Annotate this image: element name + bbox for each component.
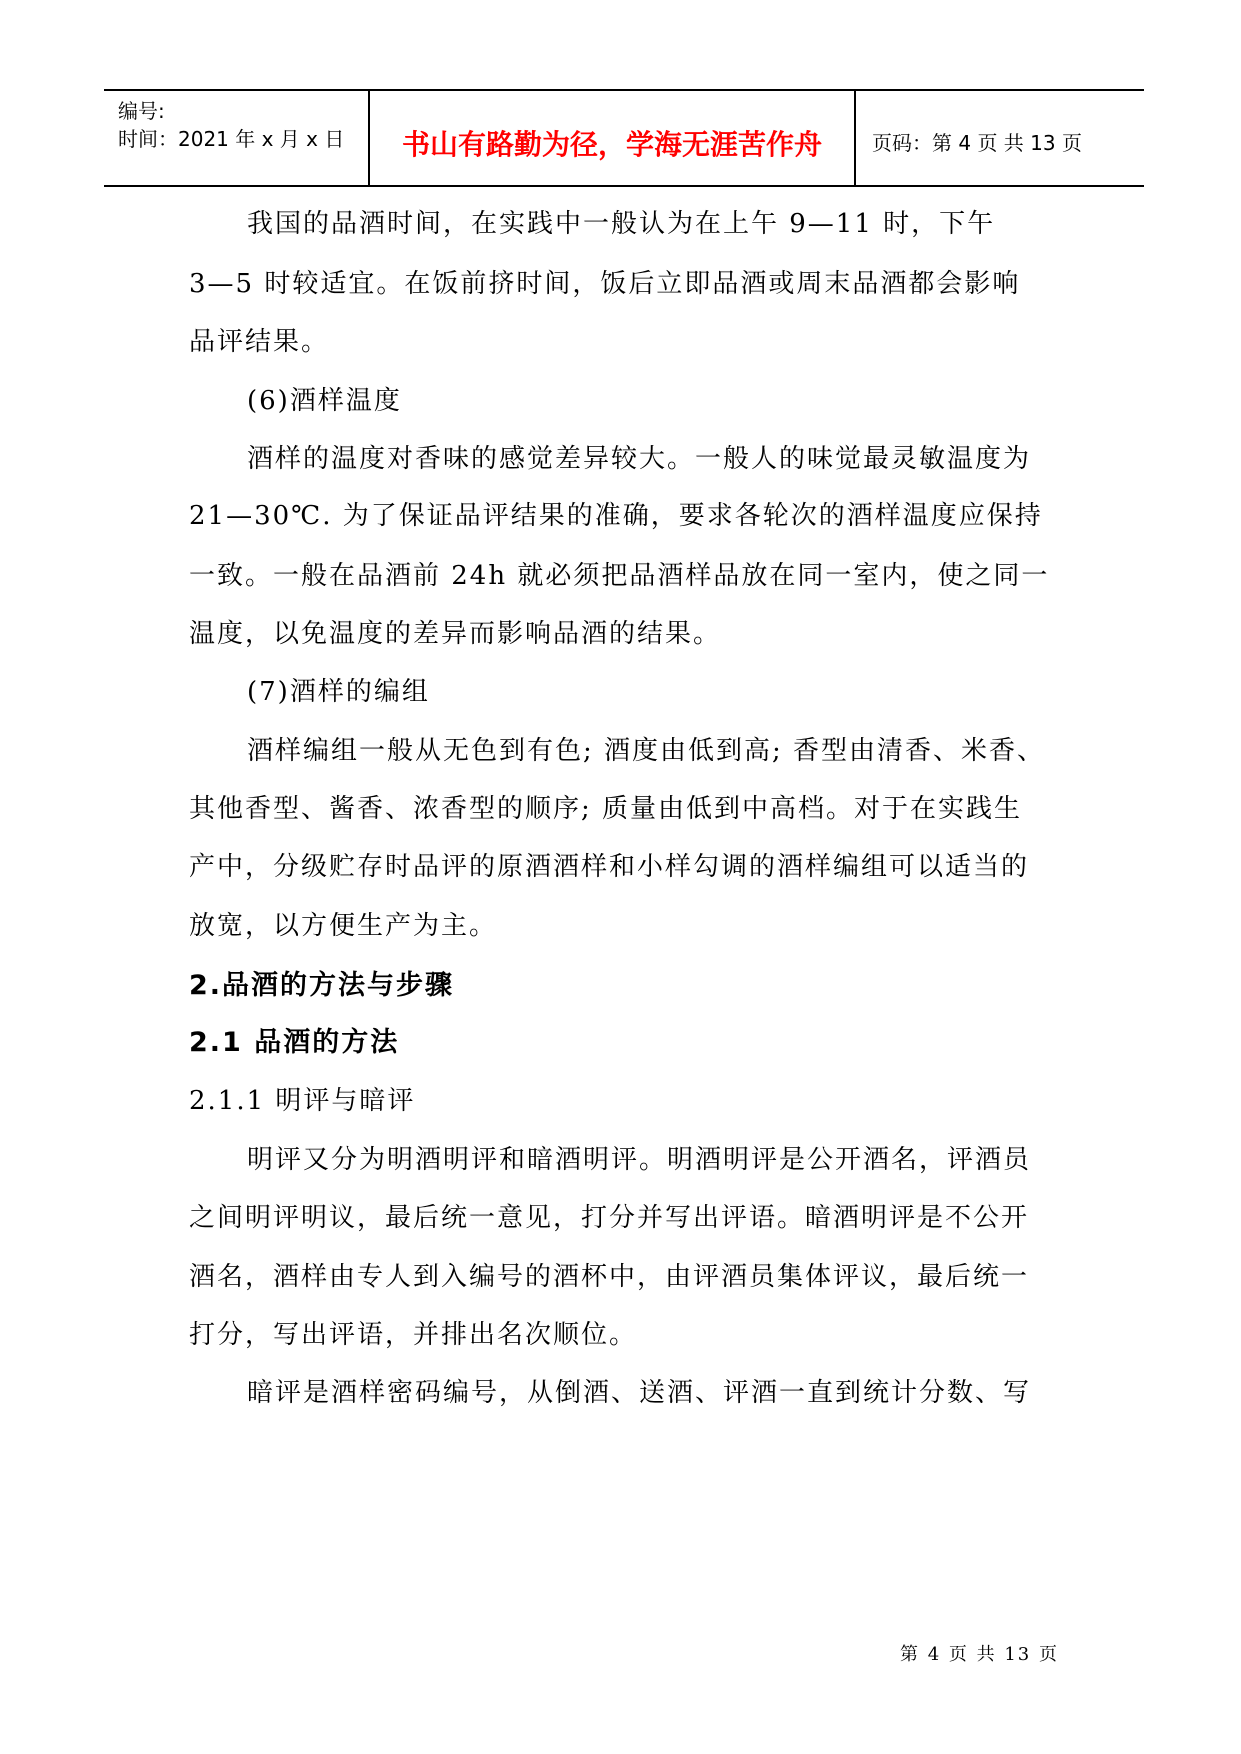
header-meta-cell: [104, 91, 370, 185]
page-footer: 第 4 页 共 13 页: [900, 1644, 1059, 1665]
motto-text: 书山有路勤为径，学海无涯苦作舟: [401, 128, 822, 161]
paragraph-line: 21—30℃. 为了保证品评结果的准确，要求各轮次的酒样温度应保持: [189, 501, 1043, 531]
section-heading: 2.品酒的方法与步骤: [189, 970, 455, 1001]
paragraph-line: 产中，分级贮存时品评的原酒酒样和小样勾调的酒样编组可以适当的: [189, 852, 1030, 882]
paragraph-line: 一致。一般在品酒前 24h 就必须把品酒样品放在同一室内，使之同一: [189, 561, 1050, 591]
header-motto-cell: [370, 91, 856, 185]
paragraph-line: 3—5 时较适宜。在饭前挤时间，饭后立即品酒或周末品酒都会影响: [189, 269, 1021, 299]
paragraph-line: 之间明评明议，最后统一意见，打分并写出评语。暗酒明评是不公开: [189, 1203, 1030, 1233]
page-header: [104, 89, 1144, 187]
page-info: 页码：第 4 页 共 13 页: [872, 131, 1082, 155]
paragraph-line: 打分，写出评语，并排出名次顺位。: [189, 1320, 638, 1350]
paragraph-line: 温度，以免温度的差异而影响品酒的结果。: [189, 619, 722, 649]
paragraph-line: 放宽，以方便生产为主。: [189, 911, 498, 941]
subheading: (7)酒样的编组: [247, 677, 430, 707]
paragraph-line: 品评结果。: [189, 327, 330, 357]
section-heading: 2.1 品酒的方法: [189, 1027, 400, 1058]
paragraph-line: 酒样的温度对香味的感觉差异较大。一般人的味觉最灵敏温度为: [247, 444, 1032, 474]
time-label: 时间：2021 年 x 月 x 日: [118, 127, 345, 151]
paragraph-line: 酒名，酒样由专人到入编号的酒杯中，由评酒员集体评议，最后统一: [189, 1262, 1030, 1292]
subsection-heading: 2.1.1 明评与暗评: [189, 1086, 416, 1116]
number-label: 编号:: [118, 99, 165, 123]
paragraph-line: 其他香型、酱香、浓香型的顺序; 质量由低到中高档。对于在实践生: [189, 794, 1023, 824]
paragraph-line: 明评又分为明酒明评和暗酒明评。明酒明评是公开酒名，评酒员: [247, 1145, 1032, 1175]
paragraph-line: 暗评是酒样密码编号，从倒酒、送酒、评酒一直到统计分数、写: [247, 1378, 1032, 1408]
paragraph-line: 我国的品酒时间，在实践中一般认为在上午 9—11 时，下午: [247, 209, 996, 239]
header-page-cell: [856, 91, 1144, 185]
paragraph-line: 酒样编组一般从无色到有色; 酒度由低到高; 香型由清香、米香、: [247, 736, 1046, 766]
subheading: (6)酒样温度: [247, 386, 402, 416]
